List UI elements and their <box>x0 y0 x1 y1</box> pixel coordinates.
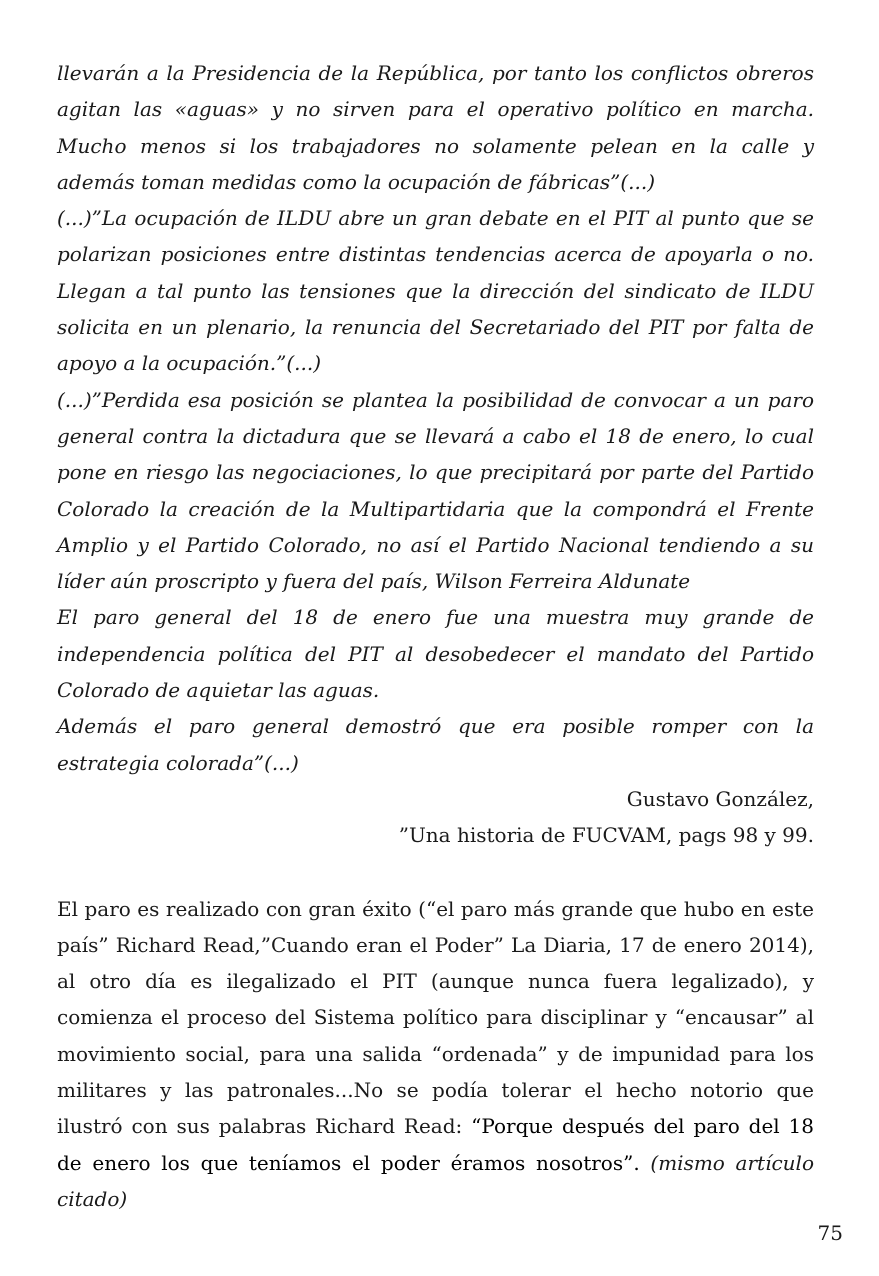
quote-paragraph-4: El paro general del 18 de enero fue una muestra muy grande de independencia política del PIT al desobedecer el mandato del Partido Colorado de aquietar las aguas. <box>57 605 814 703</box>
body-text: El paro es realizado con gran éxito (“el paro más grande que hubo en este país” Richard Read,”Cuando eran el Poder” La Diaria, 17 de enero 2014), al otro día es ilegalizado el PIT (aunque nunca fuera legalizado), y comienza el proceso del Sistema político para disciplinar y “encausar” al movimiento social, para una salida “ordenada” y de impunidad para los militares y las patronales...No se podía tolerar el hecho notorio que ilustró con sus palabras Richard Read: <box>57 896 814 1139</box>
quote-paragraph-5: Además el paro general demostró que era posible romper con la estrategia colorada”(...) <box>57 714 814 775</box>
quote-paragraph-1: llevarán a la Presidencia de la República, por tanto los conflictos obreros agitan las «aguas» y no sirven para el operativo político en marcha. Mucho menos si los trabajadores no solamente pelean en la calle y además toman medidas como la ocupación de fábricas”(...) <box>57 61 814 194</box>
citation-author: Gustavo González, <box>626 786 814 811</box>
page-number: 75 <box>817 1221 843 1245</box>
citation-source: ”Una historia de FUCVAM, pags 98 y 99. <box>398 823 814 848</box>
quote-paragraph-2: (...)”La ocupación de ILDU abre un gran debate en el PIT al punto que se polarizan posiciones entre distintas tendencias acerca de apoyarla o no. Llegan a tal punto las tensiones que la dirección del sindicato de ILDU solicita en un plenario, la renuncia del Secretariado del PIT por falta de apoyo a la ocupación.”(...) <box>57 206 814 376</box>
quote-citation <box>57 781 814 854</box>
page-content <box>57 55 814 1217</box>
quote-paragraph-3: (...)”Perdida esa posición se plantea la posibilidad de convocar a un paro general contra la dictadura que se llevará a cabo el 18 de enero, lo cual pone en riesgo las negociaciones, lo que precipitará por parte del Partido Colorado la creación de la Multipartidaria que la compondrá el Frente Amplio y el Partido Colorado, no así el Partido Nacional tendiendo a su líder aún proscripto y fuera del país, Wilson Ferreira Aldunate <box>57 387 814 594</box>
block-quote <box>57 55 814 781</box>
body-reference: (mismo artículo citado) <box>57 1150 814 1211</box>
body-paragraph <box>57 891 814 1218</box>
body-quote: “Porque después del paro del 18 de enero los que teníamos el poder éramos nosotros”. <box>57 1114 815 1175</box>
